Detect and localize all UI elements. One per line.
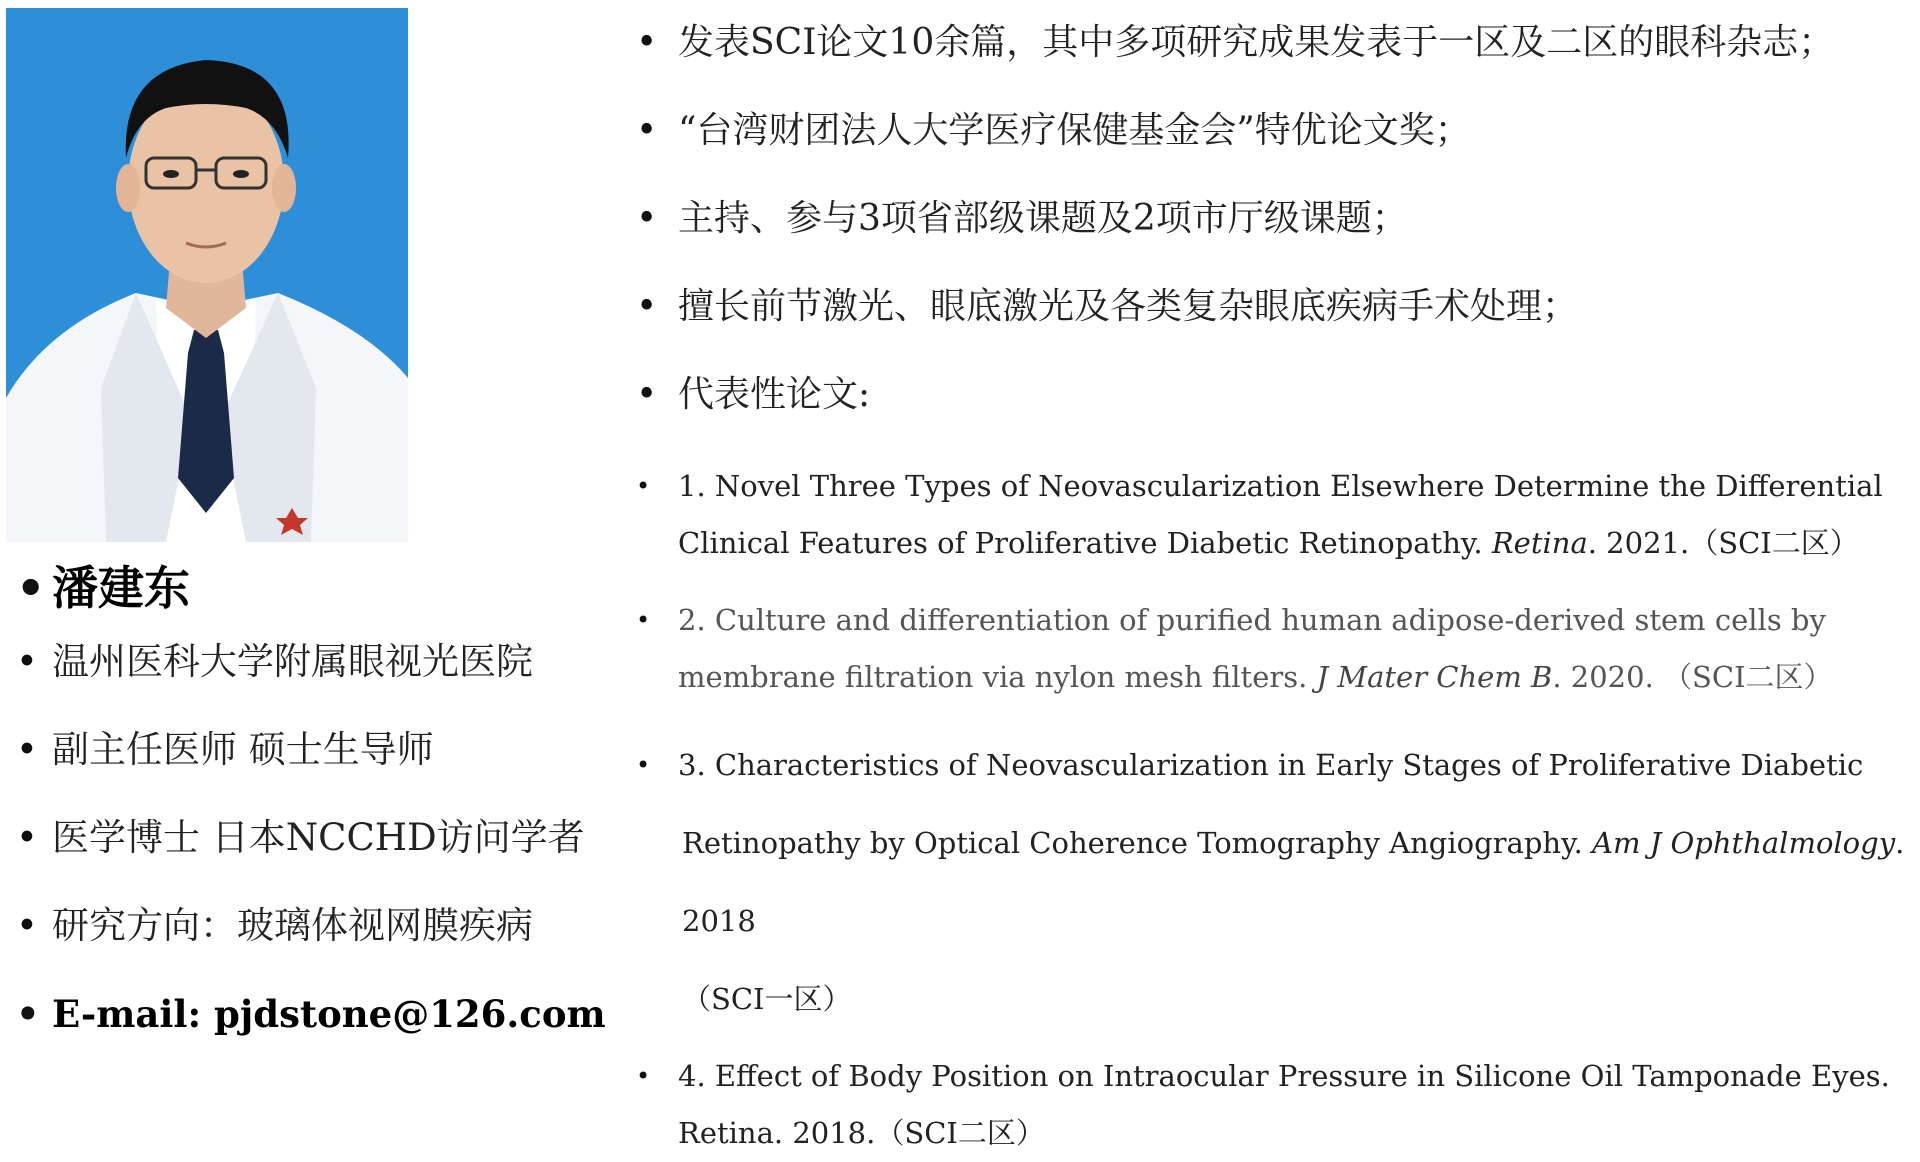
- paper-tail: . 2018: [682, 826, 1905, 938]
- highlight-item: • 擅长前节激光、眼底激光及各类复杂眼底疾病手术处理；: [636, 282, 1912, 332]
- profile-list: [10, 555, 650, 1075]
- profile-email: • E-mail: pjdstone@126.com: [10, 987, 650, 1041]
- portrait-photo: [6, 8, 408, 542]
- profile-affiliation: • 温州医科大学附属眼视光医院: [10, 635, 650, 689]
- highlight-item: • 发表SCI论文10余篇，其中多项研究成果发表于一区及二区的眼科杂志；: [636, 18, 1912, 68]
- paper-journal: Retina: [1491, 526, 1588, 560]
- papers-heading: • 代表性论文:: [636, 370, 1912, 420]
- paper-line-1: 3. Characteristics of Neovascularization in Early Stages of Proliferative Diabetic: [678, 748, 1864, 782]
- paper-item: [636, 1048, 1912, 1162]
- paper-journal: J Mater Chem B: [1316, 660, 1553, 694]
- paper-tail: . 2021.（SCI二区）: [1587, 526, 1859, 560]
- paper-journal: Am J Ophthalmology: [1592, 826, 1896, 860]
- paper-text: 1. Novel Three Types of Neovascularization Elsewhere Determine the Differential Clinical Features of Proliferative Diabetic Retinopathy.: [678, 469, 1883, 560]
- profile-titles: • 副主任医师 硕士生导师: [10, 723, 650, 777]
- paper-text: Retinopathy by Optical Coherence Tomography Angiography.: [682, 826, 1593, 860]
- paper-text: 2. Culture and differentiation of purified human adipose-derived stem cells by membrane filtration via nylon mesh filters.: [678, 603, 1826, 694]
- profile-research: • 研究方向：玻璃体视网膜疾病: [10, 899, 650, 953]
- paper-line-3: （SCI一区）: [682, 982, 852, 1016]
- paper-tail: . 2020. （SCI二区）: [1552, 660, 1833, 694]
- profile-name: • 潘建东: [10, 555, 650, 621]
- paper-item: [636, 726, 1912, 1038]
- highlight-item: • 主持、参与3项省部级课题及2项市厅级课题；: [636, 194, 1912, 244]
- highlight-item: • “台湾财团法人大学医疗保健基金会”特优论文奖；: [636, 106, 1912, 156]
- paper-text: 4. Effect of Body Position on Intraocular Pressure in Silicone Oil Tamponade Eyes. Retina. 2018.（SCI二区）: [678, 1059, 1890, 1150]
- profile-degree: • 医学博士 日本NCCHD访问学者: [10, 811, 650, 865]
- paper-item: [636, 592, 1912, 706]
- paper-line-2: [678, 804, 1912, 960]
- paper-item: [636, 458, 1912, 572]
- achievements-list: [636, 18, 1912, 1162]
